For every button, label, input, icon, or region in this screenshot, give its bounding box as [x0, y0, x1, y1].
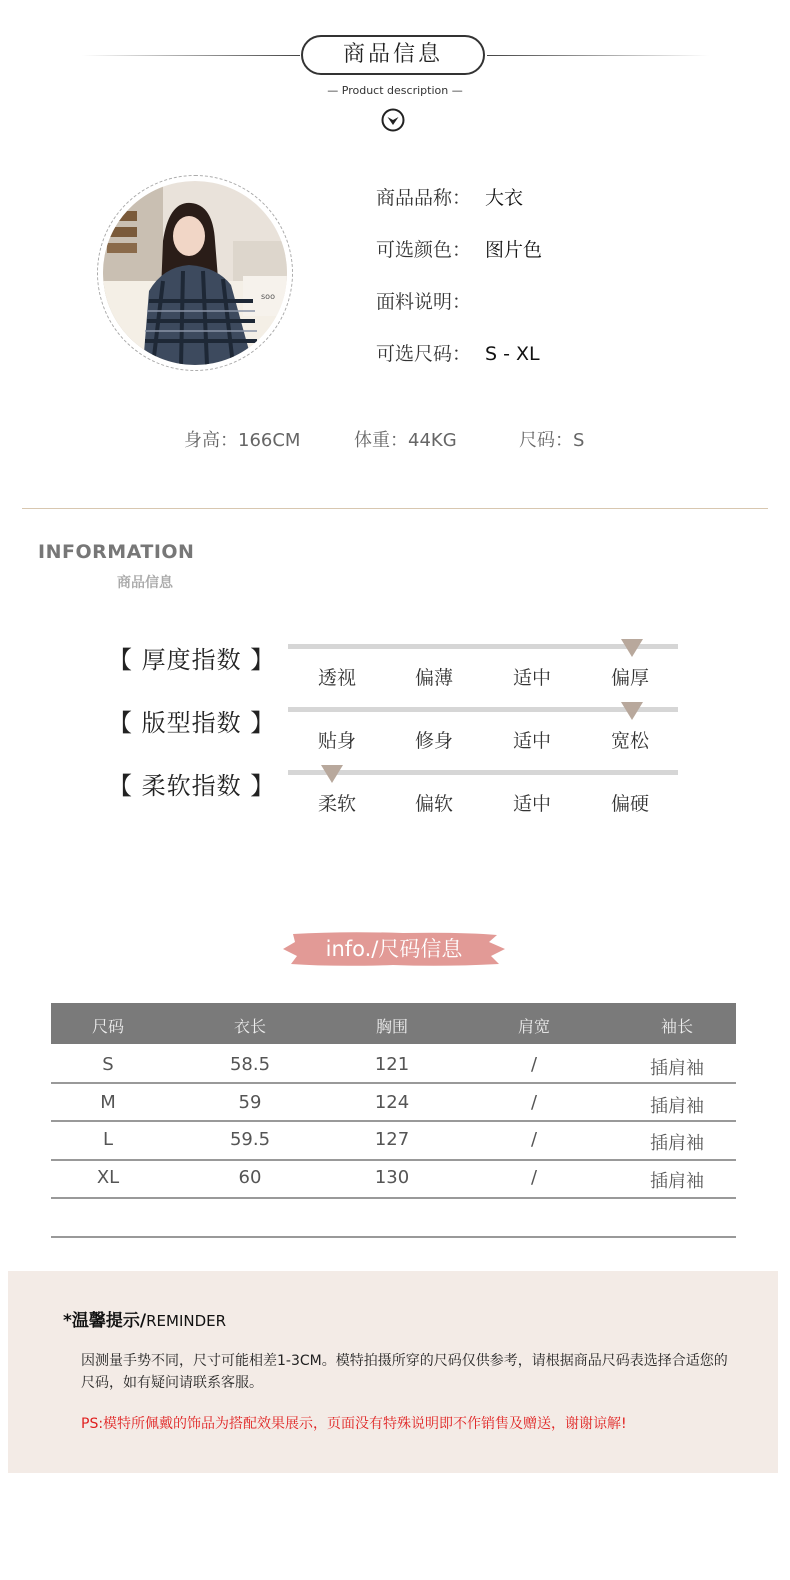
softness-option: 柔软	[317, 793, 356, 815]
thickness-index-bar	[288, 644, 678, 649]
table-cell: S	[102, 1054, 114, 1075]
row-divider	[51, 1082, 736, 1084]
table-cell: /	[530, 1092, 538, 1113]
thickness-option: 适中	[512, 667, 551, 689]
fit-option: 宽松	[610, 730, 649, 752]
spec-fabric	[376, 287, 485, 314]
page-subtitle: — Product description —	[327, 84, 463, 97]
reminder-title-en: REMINDER	[146, 1312, 227, 1330]
table-header-cell: 衣长	[233, 1017, 266, 1036]
table-header-cell: 尺码	[91, 1017, 124, 1036]
spec-color-label: 可选颜色：	[376, 239, 472, 261]
table-header-cell: 胸围	[375, 1017, 408, 1036]
reminder-ps: PS:模特所佩戴的饰品为搭配效果展示，页面没有特殊说明即不作销售及赠送，谢谢谅解!	[81, 1416, 627, 1432]
spec-fabric-label: 面料说明：	[376, 291, 472, 313]
spec-size-value: S - XL	[485, 343, 540, 365]
model-height: 身高：166CM	[184, 430, 301, 451]
softness-index-label: 【 柔软指数 】	[108, 772, 276, 800]
spec-name-label: 商品品称：	[376, 187, 472, 209]
spec-color	[376, 235, 542, 262]
header-line-left	[82, 55, 300, 56]
table-cell: 插肩袖	[650, 1096, 704, 1117]
model-size: 尺码：S	[519, 430, 585, 451]
fit-index-label: 【 版型指数 】	[108, 709, 276, 737]
page-title: 商品信息	[301, 35, 485, 75]
table-cell: 59.5	[229, 1129, 271, 1150]
row-divider	[51, 1120, 736, 1122]
row-divider	[51, 1236, 736, 1238]
table-cell: 59	[238, 1092, 262, 1113]
row-divider	[51, 1197, 736, 1199]
table-cell: 121	[374, 1054, 410, 1075]
table-cell: 127	[374, 1129, 410, 1150]
table-cell: M	[100, 1092, 116, 1113]
row-divider	[51, 1159, 736, 1161]
spec-size-label: 可选尺码：	[376, 343, 472, 365]
information-heading: INFORMATION	[38, 541, 195, 563]
table-cell: /	[530, 1167, 538, 1188]
softness-option: 偏硬	[610, 793, 649, 815]
spec-color-value: 图片色	[485, 239, 543, 261]
spec-name-value: 大衣	[485, 187, 524, 209]
section-divider	[22, 508, 768, 509]
thickness-index-marker	[621, 639, 643, 657]
table-cell: L	[102, 1129, 114, 1150]
table-cell: 插肩袖	[650, 1058, 704, 1079]
spec-size	[376, 339, 540, 366]
spec-name	[376, 183, 523, 210]
header-line-right	[487, 55, 709, 56]
thickness-option: 透视	[317, 667, 356, 689]
softness-option: 适中	[512, 793, 551, 815]
thickness-option: 偏厚	[610, 667, 649, 689]
size-banner-title: info./尺码信息	[325, 937, 463, 961]
table-cell: /	[530, 1129, 538, 1150]
reminder-title-cn: *温馨提示/	[63, 1311, 147, 1331]
reminder-body: 因测量手势不同，尺寸可能相差1-3CM。模特拍摄所穿的尺码仅供参考，请根据商品尺码表选择合适您的尺码，如有疑问请联系客服。	[81, 1353, 728, 1391]
fit-index-bar	[288, 707, 678, 712]
fit-option: 修身	[414, 730, 453, 752]
information-subheading: 商品信息	[117, 575, 173, 591]
fit-option: 适中	[512, 730, 551, 752]
table-header-cell: 肩宽	[517, 1017, 550, 1036]
table-header-cell: 袖长	[660, 1017, 693, 1036]
model-weight: 体重：44KG	[354, 430, 457, 451]
table-cell: 插肩袖	[650, 1171, 704, 1192]
thickness-index-label: 【 厚度指数 】	[108, 646, 276, 674]
fit-index-marker	[621, 702, 643, 720]
reminder-title	[63, 1306, 226, 1331]
table-cell: 130	[374, 1167, 410, 1188]
softness-option: 偏软	[414, 793, 453, 815]
svg-text:soo: soo	[261, 292, 275, 301]
softness-index-marker	[321, 765, 343, 783]
chevron-down-icon	[381, 108, 405, 132]
thickness-option: 偏薄	[414, 667, 453, 689]
table-cell: 插肩袖	[650, 1133, 704, 1154]
table-cell: XL	[96, 1167, 120, 1188]
table-cell: /	[530, 1054, 538, 1075]
softness-index-bar	[288, 770, 678, 775]
fit-option: 贴身	[317, 730, 356, 752]
table-cell: 60	[238, 1167, 262, 1188]
model-photo	[103, 181, 287, 365]
table-cell: 58.5	[229, 1054, 271, 1075]
table-cell: 124	[374, 1092, 410, 1113]
